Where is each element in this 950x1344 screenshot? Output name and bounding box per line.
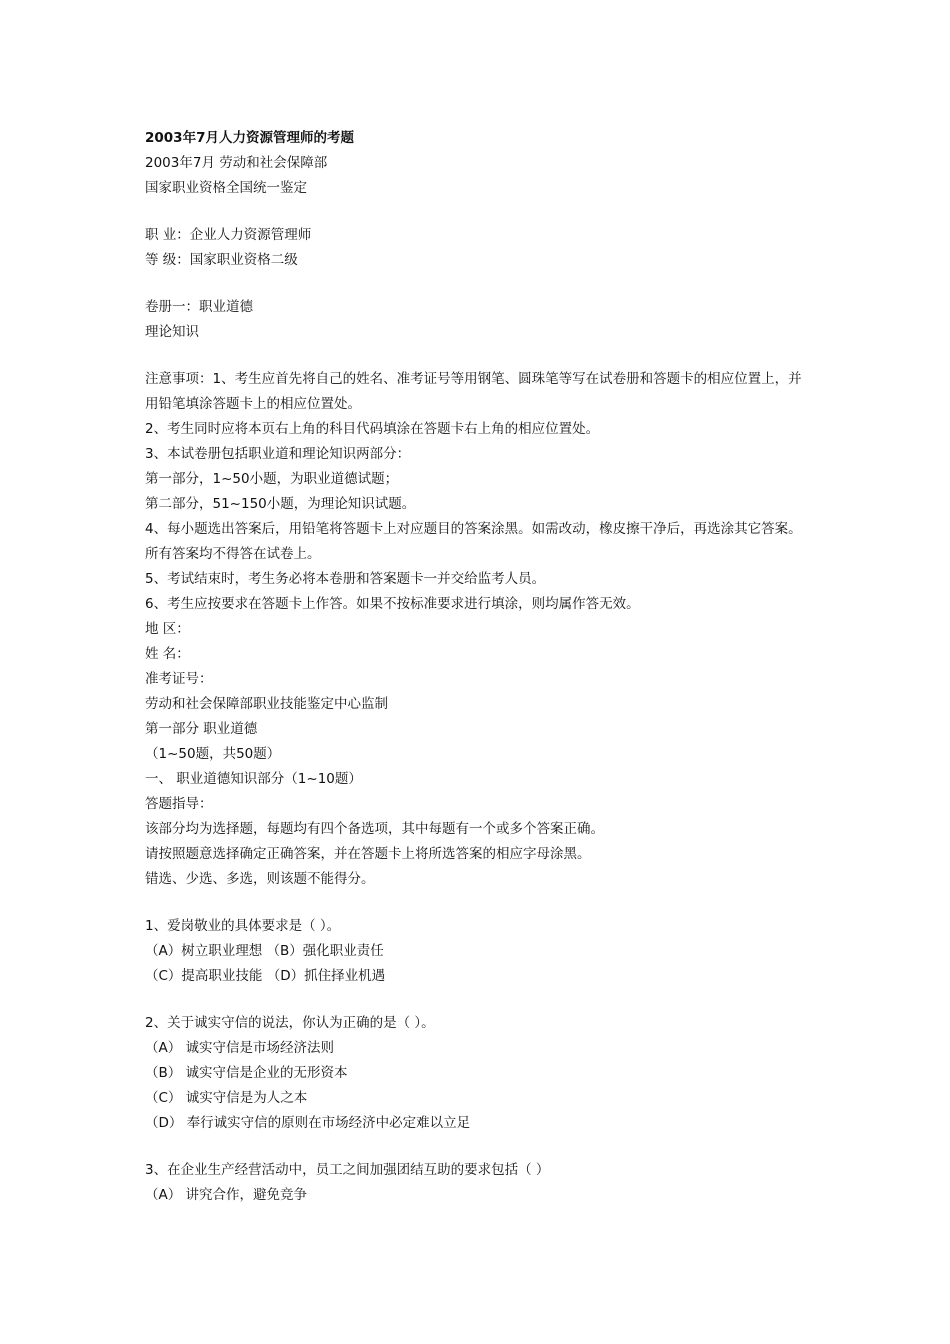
question-2-option-b: （B） 诚实守信是企业的无形资本	[145, 1065, 348, 1081]
notice-line: 第二部分，51~150小题，为理论知识试题。	[145, 496, 416, 512]
header-line: 国家职业资格全国统一鉴定	[145, 180, 307, 196]
question-2-option-d: （D） 奉行诚实守信的原则在市场经济中必定难以立足	[145, 1115, 471, 1131]
question-2-stem: 2、关于诚实守信的说法，你认为正确的是（ ）。	[145, 1015, 435, 1031]
question-1-options: （A）树立职业理想 （B）强化职业责任	[145, 943, 384, 959]
document-title: 2003年7月人力资源管理师的考题	[145, 130, 354, 146]
volume-line: 卷册一：职业道德	[145, 299, 253, 315]
subsection-heading: 一、 职业道德知识部分（1~10题）	[145, 771, 362, 787]
instruction-line: 请按照题意选择确定正确答案，并在答题卡上将所选答案的相应字母涂黑。	[145, 846, 591, 862]
exam-id-field-label: 准考证号：	[145, 671, 213, 687]
name-field-label: 姓 名：	[145, 646, 190, 662]
notice-line: 第一部分，1~50小题，为职业道德试题；	[145, 471, 399, 487]
question-1-stem: 1、爱岗敬业的具体要求是（ ）。	[145, 918, 341, 934]
notice-line: 2、考生同时应将本页右上角的科目代码填涂在答题卡右上角的相应位置处。	[145, 421, 600, 437]
notice-line: 注意事项：1、考生应首先将自己的姓名、准考证号等用钢笔、圆珠笔等写在试卷册和答题卡的相应位置上，并用铅笔填涂答题卡上的相应位置处。	[145, 371, 802, 412]
question-2-option-a: （A） 诚实守信是市场经济法则	[145, 1040, 335, 1056]
level-line: 等 级：国家职业资格二级	[145, 252, 298, 268]
notice-line: 5、考试结束时，考生务必将本卷册和答案题卡一并交给监考人员。	[145, 571, 546, 587]
instruction-line: 该部分均为选择题，每题均有四个备选项，其中每题有一个或多个答案正确。	[145, 821, 604, 837]
section-heading: 第一部分 职业道德	[145, 721, 258, 737]
volume-subtitle: 理论知识	[145, 324, 199, 340]
document-page	[145, 126, 815, 1208]
job-line: 职 业：企业人力资源管理师	[145, 227, 312, 243]
instruction-line: 错选、少选、多选，则该题不能得分。	[145, 871, 375, 887]
notice-line: 6、考生应按要求在答题卡上作答。如果不按标准要求进行填涂，则均属作答无效。	[145, 596, 640, 612]
question-3-option-a: （A） 讲究合作，避免竞争	[145, 1187, 308, 1203]
region-field-label: 地 区：	[145, 621, 190, 637]
notice-line: 3、本试卷册包括职业道和理论知识两部分：	[145, 446, 411, 462]
instructions-heading: 答题指导：	[145, 796, 213, 812]
notice-line: 4、每小题选出答案后，用铅笔将答题卡上对应题目的答案涂黑。如需改动，橡皮擦干净后，再选涂其它答案。所有答案均不得答在试卷上。	[145, 521, 802, 562]
section-range: （1~50题，共50题）	[145, 746, 281, 762]
question-2-option-c: （C） 诚实守信是为人之本	[145, 1090, 308, 1106]
header-line: 2003年7月 劳动和社会保障部	[145, 155, 328, 171]
question-3-stem: 3、在企业生产经营活动中，员工之间加强团结互助的要求包括（ ）	[145, 1162, 550, 1178]
question-1-options: （C）提高职业技能 （D）抓住择业机遇	[145, 968, 386, 984]
issuer-line: 劳动和社会保障部职业技能鉴定中心监制	[145, 696, 388, 712]
